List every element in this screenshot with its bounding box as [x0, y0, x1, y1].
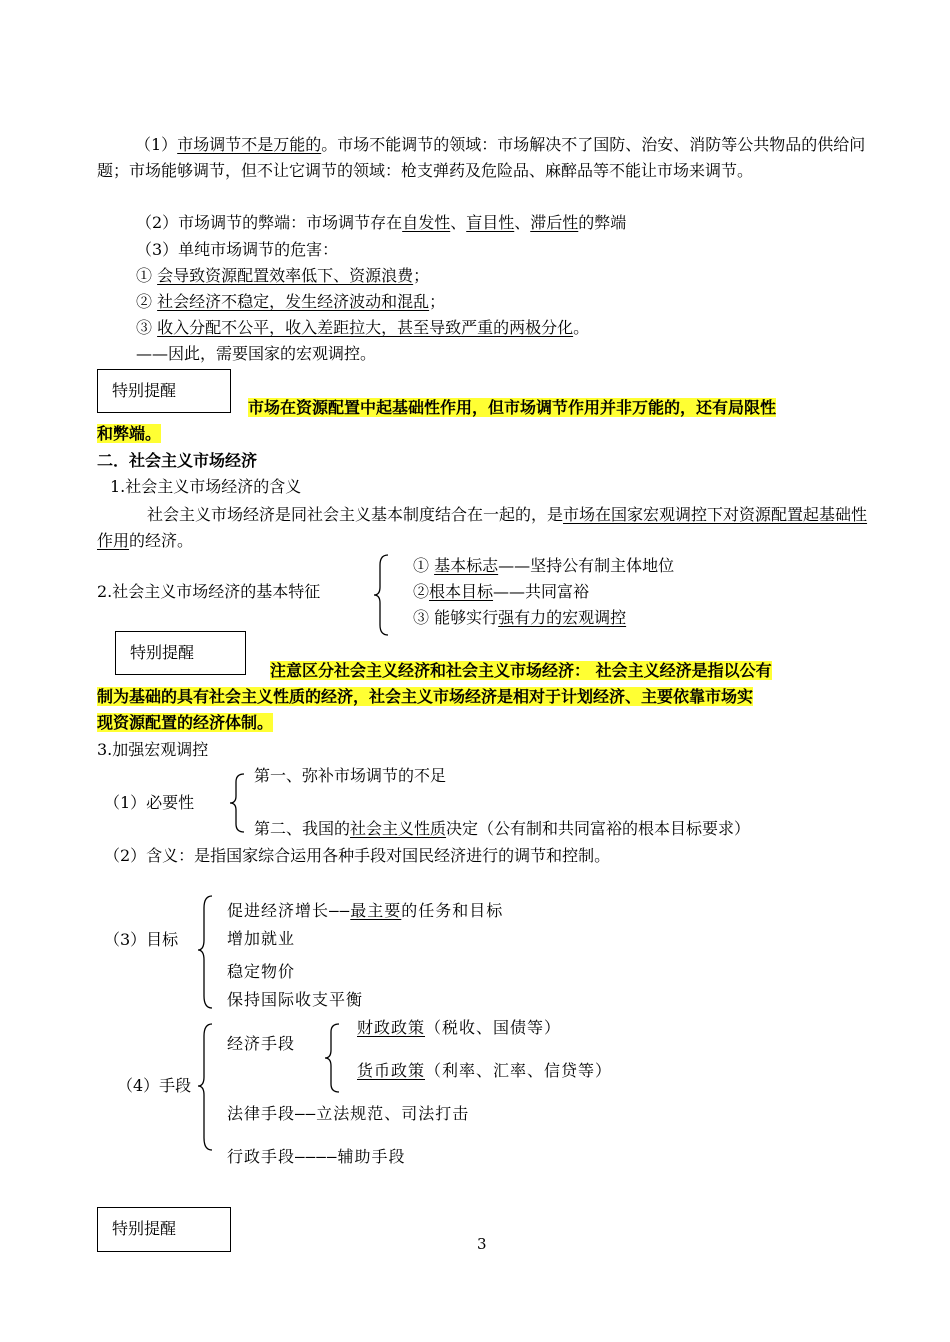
necessity-2-suffix: 决定（公有制和共同富裕的根本目标要求） [446, 819, 751, 838]
reminder-2-text-3: 现资源配置的经济体制。 [97, 713, 274, 732]
section-2-sub-2: 2.社会主义市场经济的基本特征 [97, 582, 321, 601]
necessity-label: （1）必要性 [104, 793, 195, 812]
necessity-2-underlined: 社会主义性质 [350, 819, 447, 838]
p2-sep2: 、 [514, 213, 531, 232]
reminder-box-1 [97, 369, 231, 413]
section-2-sub-1: 1.社会主义市场经济的含义 [110, 477, 302, 496]
conclusion-text: ——因此，需要国家的宏观调控。 [136, 344, 377, 363]
necessity-brace [228, 772, 248, 834]
definition-underlined-1: 市场在国家宏观调控下对资 [563, 505, 756, 524]
features-brace [372, 553, 392, 637]
feature-2 [413, 581, 589, 603]
page-number: 3 [477, 1235, 487, 1253]
harm-3-num: ③ [136, 318, 153, 337]
feature-2-num: ② [413, 582, 430, 601]
goal-1-underlined: 最主要 [350, 901, 402, 920]
paragraph-market-drawbacks [136, 212, 626, 234]
p1-underlined: 市场调节不是万能的 [177, 135, 322, 154]
necessity-2 [254, 818, 750, 840]
harm-item-3 [136, 317, 589, 339]
p1-prefix: （1） [135, 135, 178, 154]
meaning-text: （2）含义：是指国家综合运用各种手段对国民经济进行的调节和控制。 [104, 846, 611, 865]
paragraph-market-not-almighty [97, 132, 872, 184]
means-brace [196, 1022, 216, 1152]
harm-3-end: 。 [573, 318, 590, 337]
goal-4: 保持国际收支平衡 [227, 990, 364, 1009]
monetary-underlined: 货币政策 [357, 1061, 426, 1080]
reminder-box-3 [97, 1207, 231, 1252]
harm-1-text: 会导致资源配置效率低下、资源浪费 [157, 266, 414, 285]
monetary-rest: （利率、汇率、信贷等） [425, 1061, 613, 1080]
reminder-1-text-1: 市场在资源配置中起基础性作用，但市场调节作用并非万能的，还有局限性 [248, 398, 777, 417]
goal-2: 增加就业 [227, 929, 296, 948]
feature-2-underlined: 根本目标 [429, 582, 494, 601]
definition-underlined-2: 源配置起基础性作用 [97, 505, 868, 550]
reminder-1-line-1 [248, 397, 776, 419]
goal-3: 稳定物价 [227, 962, 296, 981]
feature-1-underlined: 基本标志 [434, 556, 499, 575]
reminder-label-3: 特别提醒 [112, 1219, 177, 1238]
goal-1-suffix: 的任务和目标 [401, 901, 504, 920]
means-economic: 经济手段 [227, 1034, 296, 1053]
fiscal-rest: （税收、国债等） [425, 1018, 562, 1037]
goal-label: （3）目标 [104, 930, 179, 949]
feature-1-num: ① [413, 556, 430, 575]
feature-3-underlined: 强有力的宏观调控 [498, 608, 627, 627]
necessity-2-prefix: 第二、我国的 [254, 819, 351, 838]
goal-1-prefix: 促进经济增长—— [227, 901, 351, 920]
means-administrative: 行政手段————辅助手段 [227, 1147, 406, 1166]
harm-2-end: ； [429, 292, 446, 311]
reminder-2-text-1: 注意区分社会主义经济和社会主义市场经济： 社会主义经济是指以公有 [270, 661, 772, 680]
p2-spontaneity: 自发性 [402, 213, 451, 232]
p2-suffix: 的弊端 [578, 213, 627, 232]
means-label: （4）手段 [117, 1076, 192, 1095]
definition-suffix: 的经济。 [129, 531, 194, 550]
reminder-box-2 [115, 631, 246, 675]
harm-3-text: 收入分配不公平，收入差距拉大，甚至导致严重的两极分化 [157, 318, 574, 337]
means-legal: 法律手段——立法规范、司法打击 [227, 1104, 470, 1123]
feature-1 [413, 555, 674, 577]
goal-1 [227, 900, 503, 922]
harm-1-end: ； [413, 266, 430, 285]
monetary-policy [357, 1060, 612, 1082]
p2-lag: 滞后性 [530, 213, 579, 232]
goal-brace [196, 894, 216, 1010]
section-3-title: 3.加强宏观调控 [97, 740, 209, 759]
necessity-1: 第一、弥补市场调节的不足 [254, 766, 447, 785]
reminder-2-text-2: 制为基础的具有社会主义性质的经济，社会主义市场经济是相对于计划经济、主要依靠市场实 [97, 687, 754, 706]
reminder-label-1: 特别提醒 [112, 381, 177, 400]
fiscal-underlined: 财政政策 [357, 1018, 426, 1037]
feature-1-rest: ——坚持公有制主体地位 [498, 556, 675, 575]
reminder-2-line-1 [270, 660, 772, 682]
feature-3 [413, 607, 626, 629]
feature-3-prefix: ③ 能够实行 [413, 608, 499, 627]
harm-item-2 [136, 291, 445, 313]
reminder-2-line-3 [97, 712, 273, 734]
reminder-label-2: 特别提醒 [130, 643, 195, 662]
feature-2-rest: ——共同富裕 [493, 582, 590, 601]
harm-item-1 [136, 265, 429, 287]
reminder-1-line-2 [97, 423, 161, 445]
p2-blindness: 盲目性 [466, 213, 515, 232]
section-2-heading: 二．社会主义市场经济 [97, 451, 258, 470]
fiscal-policy [357, 1017, 561, 1039]
definition-paragraph [97, 502, 872, 554]
economic-brace [323, 1022, 343, 1094]
paragraph-harms-title: （3）单纯市场调节的危害： [136, 240, 339, 259]
p2-sep1: 、 [450, 213, 467, 232]
definition-prefix: 社会主义市场经济是同社会主义基本制度结合在一起的，是 [147, 505, 564, 524]
p1-rest: 。市场不能调节的领域：市场解决不了国防、治安、消防等公共物品的供给问题；市场能够调节，但不让它调节的领域：枪支弹药及危险品、麻醉品等不能让市场来调节。 [97, 135, 866, 180]
p2-prefix: （2）市场调节的弊端：市场调节存在 [136, 213, 403, 232]
reminder-2-line-2 [97, 686, 753, 708]
harm-2-text: 社会经济不稳定，发生经济波动和混乱 [157, 292, 430, 311]
harm-2-num: ② [136, 292, 153, 311]
harm-1-num: ① [136, 266, 153, 285]
reminder-1-text-2: 和弊端。 [97, 424, 162, 443]
